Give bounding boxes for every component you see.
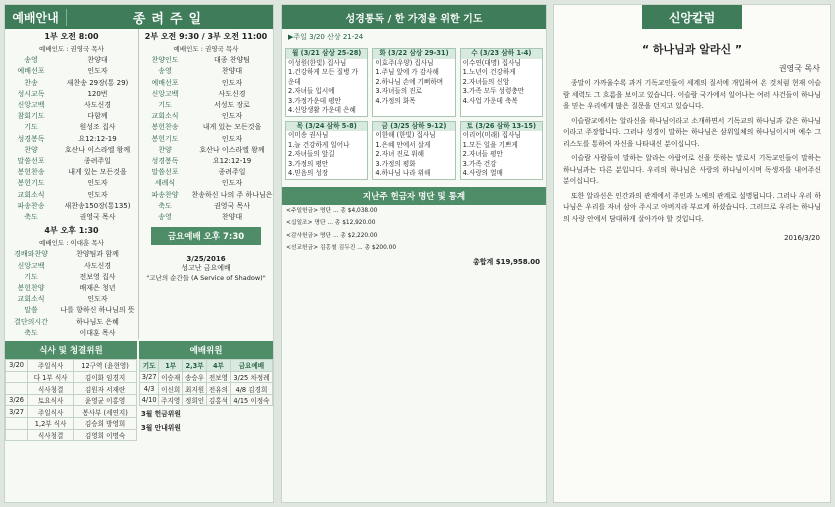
meal-roster-table	[6, 360, 137, 441]
hostess-committee-label: 3월 안내위원	[141, 424, 181, 433]
order-value: 인도자	[221, 112, 243, 121]
order-row	[5, 201, 138, 212]
order-value: 요12:12-19	[78, 134, 117, 143]
table-header-cell: 2,3부	[183, 360, 207, 372]
order-value: 찬양대	[221, 213, 243, 222]
table-row	[6, 383, 137, 395]
order-label: 예배선포	[151, 78, 179, 87]
table-cell: 4/8 김경희	[230, 383, 272, 395]
table-cell: 3/26	[6, 394, 28, 406]
order-value: 다함께	[87, 112, 108, 121]
table-cell	[6, 418, 28, 430]
prayer-item: 2.자녀들의 신앙	[462, 77, 510, 86]
order-row	[139, 66, 273, 77]
table-cell: 윤영균 이홍영	[74, 394, 137, 406]
service-2-order	[139, 55, 273, 223]
order-value: 종려주일	[218, 168, 246, 177]
day-title: 토 (3/26 삼하 13-15)	[461, 122, 542, 132]
column-paragraph: 이슬람 사람들이 말하는 알라는 아랍어로 신을 뜻하는 말로서 기독교인들이 말하는 하나님과는 다른 분입니다. 우리의 하나님은 사랑의 하나님이시며 독생자를 내어주신 분이십니다.	[563, 154, 821, 185]
order-row	[5, 100, 138, 111]
table-cell: 1,2부 식사	[28, 418, 74, 430]
order-row	[5, 78, 138, 89]
order-value: 권영국 목사	[213, 201, 251, 210]
column-date: 2016/3/20	[784, 234, 820, 242]
table-cell: 주일식사	[28, 360, 74, 372]
prayer-item: 이미송 권사님	[288, 131, 329, 139]
order-value: 대종 찬양팀	[213, 56, 251, 65]
order-row	[139, 134, 273, 145]
order-label: 파송찬양	[151, 190, 179, 199]
prayer-item: 4.사랑의 열매	[462, 169, 503, 177]
order-row	[139, 190, 273, 201]
order-value: 인도자	[87, 190, 108, 199]
order-value: 인도자	[221, 134, 243, 143]
table-row	[140, 383, 273, 395]
table-row	[6, 360, 137, 372]
usher-title: 예배위원	[139, 341, 273, 359]
order-row	[5, 317, 138, 328]
order-row	[5, 261, 138, 272]
order-row	[5, 305, 138, 316]
table-cell: 김원자 서재란	[74, 383, 137, 395]
order-label: 경배와찬양	[14, 250, 48, 259]
order-label: 찬양인도	[151, 56, 179, 65]
table-cell	[6, 429, 28, 441]
order-row	[5, 328, 138, 339]
service-1-leader: 예배인도 : 권영국 목사	[39, 45, 104, 53]
friday-theme: "고난의 순간들 (A Service of Shadow)"	[146, 274, 266, 283]
order-value: 인도자	[221, 78, 243, 87]
offering-committee-label: 3월 헌금위원	[141, 410, 181, 419]
table-header-cell: 1부	[159, 360, 183, 372]
order-row	[5, 111, 138, 122]
column-paragraph: 이슬람교에서는 알라신을 하나님이라고 소개하면서 기독교의 하나님과 같은 하나님이라고 주장합니다. 그러나 성경이 말하는 하나님은 삼위일체의 하나님이시며 예수 그리스도를 통하여 자신을 나타내신 분이십니다.	[563, 116, 821, 148]
bible-reading-panel	[281, 4, 547, 503]
order-row	[5, 283, 138, 294]
offering-row: <선교헌금> 김홍철 김두진 ... 총 $200.00	[286, 245, 397, 252]
table-cell: 식사청결	[28, 429, 74, 441]
order-value: 120번	[87, 89, 108, 98]
prayer-item: 이성원(한빛) 집사님	[288, 58, 347, 67]
table-cell: 전보영	[206, 371, 230, 383]
column-tab: 신앙칼럼	[642, 5, 742, 29]
table-cell: 토요식사	[28, 394, 74, 406]
service-2-leader: 예배인도 : 권영국 목사	[173, 45, 239, 53]
table-cell: 4/10	[140, 394, 159, 406]
order-value: 전보영 집사	[79, 272, 116, 281]
friday-date: 3/25/2016	[186, 255, 226, 264]
order-label: 축도	[24, 213, 38, 222]
order-row	[5, 134, 138, 145]
order-row	[139, 122, 273, 133]
friday-service-title: 금요예배 오후 7:30	[151, 227, 261, 245]
order-row	[5, 272, 138, 283]
table-cell: 이승재	[159, 371, 183, 383]
order-value: 인도자	[87, 67, 108, 76]
order-label: 봉헌찬양	[17, 284, 45, 293]
order-row	[5, 249, 138, 260]
table-row	[6, 418, 137, 430]
order-value: 종려주일	[83, 157, 112, 166]
prayer-item: 2.자녀 진로 위해	[375, 150, 425, 158]
table-cell: 12구역 (윤현영)	[74, 360, 137, 372]
prayer-item: 이리어(미래) 집사님	[462, 131, 521, 139]
service-1-order	[5, 55, 138, 223]
day-title: 금 (3/25 삼하 9-12)	[373, 122, 454, 132]
offering-list-title: 지난주 헌금자 명단 및 통계	[282, 187, 546, 205]
prayer-item: 1.늘 건강하게 일어나	[288, 140, 350, 149]
daily-prayer-grid	[282, 45, 546, 183]
order-value: 서성도 장로	[213, 101, 251, 110]
order-label: 찬양	[158, 145, 172, 154]
order-value: 배재은 청년	[79, 284, 116, 293]
order-value: 새찬송150장(통135)	[64, 201, 131, 210]
order-row	[5, 167, 138, 178]
offering-row: <십일조> 명단 ... 총 $12,920.00	[286, 220, 376, 227]
day-title: 월 (3/21 삼상 25-28)	[286, 49, 367, 59]
table-row	[6, 406, 137, 418]
order-label: 봉헌기도	[17, 179, 45, 188]
table-cell: 전유의	[206, 383, 230, 395]
order-value: 사도신경	[83, 101, 112, 110]
order-value: 내게 있는 모든것을	[202, 123, 262, 132]
order-value: 인도자	[87, 295, 108, 304]
service-1-title: 1부 오전 8:00	[44, 32, 99, 41]
order-label: 찬양	[24, 145, 38, 154]
prayer-item: 4.하나님 나라 위해	[375, 169, 431, 177]
order-value: 요12:12-19	[212, 157, 252, 166]
prayer-item: 4.가정의 화목	[375, 96, 416, 105]
order-label: 신앙고백	[151, 89, 179, 98]
order-label: 교회소식	[17, 190, 45, 199]
service-4-title: 4부 오후 1:30	[44, 226, 99, 236]
prayer-item: 1.모든 일을 기쁘게	[462, 140, 518, 149]
order-value: 하나님도 은혜	[76, 317, 119, 326]
order-label: 송영	[24, 56, 38, 65]
prayer-item: 3.자녀들의 진로	[375, 87, 422, 95]
day-card	[372, 121, 455, 180]
order-label: 송영	[158, 67, 172, 76]
day-card	[460, 48, 543, 117]
order-label: 예배선포	[17, 67, 45, 76]
table-row	[6, 371, 137, 383]
prayer-item: 2.자녀들의 앞길	[288, 150, 335, 158]
order-label: 파송찬송	[17, 201, 45, 210]
order-label: 말씀	[24, 306, 38, 315]
order-label: 봉헌기도	[151, 134, 179, 143]
table-cell: 봉사부 (세연지)	[74, 406, 137, 418]
offering-row: <주일헌금> 명단 ... 총 $4,038.00	[286, 207, 378, 214]
worship-guide-panel	[4, 4, 274, 503]
friday-note: 성고난 금요예배	[181, 264, 231, 273]
worship-tab: 예배안내	[5, 9, 67, 26]
order-row	[5, 89, 138, 100]
order-row	[139, 167, 273, 178]
order-label: 기도	[24, 123, 38, 132]
service-2-title: 2부 오전 9:30 / 3부 오전 11:00	[144, 32, 268, 41]
column-author: 권영국 목사	[778, 64, 820, 73]
column-panel	[553, 4, 831, 503]
table-cell: 김홍석	[206, 394, 230, 406]
order-value: 찬양팀과 함께	[76, 250, 119, 259]
order-label: 송영	[158, 213, 172, 222]
day-card	[285, 48, 368, 117]
table-row	[6, 429, 137, 441]
table-row	[6, 394, 137, 406]
order-row	[139, 212, 273, 223]
order-row	[5, 66, 138, 77]
table-header-cell: 기도	[140, 360, 159, 372]
prayer-item: 3.가족 모두 성령충만	[462, 87, 525, 95]
table-row	[140, 394, 273, 406]
prayer-item: 2.자녀들 평안	[462, 150, 503, 158]
table-cell: 정희인	[183, 394, 207, 406]
column-title: “ 하나님과 알라신 ”	[641, 43, 743, 56]
order-label: 봉헌찬송	[17, 168, 45, 177]
table-cell: 김영희 이명숙	[74, 429, 137, 441]
table-cell: 식사청결	[28, 383, 74, 395]
order-row	[139, 156, 273, 167]
offering-row: <감사헌금> 명단 ... 총 $2,220.00	[286, 232, 378, 239]
order-value: 찬송하신 나의 주 하나님은	[191, 190, 273, 199]
usher-table	[140, 371, 273, 406]
table-header-cell: 금요예배	[230, 360, 272, 372]
day-card	[372, 48, 455, 117]
order-label: 봉헌찬송	[151, 123, 179, 132]
table-cell: 3/25 차정례	[230, 371, 272, 383]
order-label: 기도	[24, 272, 38, 281]
order-value: 권영국 목사	[79, 213, 116, 222]
table-cell	[6, 371, 28, 383]
order-row	[139, 89, 273, 100]
order-label: 기도	[158, 101, 172, 110]
meal-roster-title: 식사 및 청결위원	[5, 341, 137, 359]
order-row	[139, 78, 273, 89]
day-card	[460, 121, 543, 180]
offering-list	[282, 205, 546, 255]
prayer-item: 3.가정가운데 평안	[288, 96, 341, 105]
order-label: 말씀선포	[17, 157, 45, 166]
order-row	[5, 178, 138, 189]
order-row	[5, 294, 138, 305]
order-value: 찬양대	[221, 67, 243, 76]
usher-table-head	[140, 360, 273, 372]
table-cell: 4/15 이정숙	[230, 394, 272, 406]
order-value: 인도자	[221, 179, 243, 188]
prayer-item: 1.노년이 건강하게	[462, 68, 516, 76]
order-value: 새찬송 29장(통 29)	[66, 78, 129, 87]
column-paragraph: 또한 알라신은 인간과의 관계에서 주인과 노예의 관계로 설명됩니다. 그러나 우리 하나님은 우리를 자녀 삼아 주시고 아버지라 부르게 하셨습니다. 그러므로 우리는 하나님의 사랑 안에서 담대하게 살아가야 할 것입니다.	[563, 191, 821, 223]
prayer-item: 4.믿음의 성장	[288, 169, 329, 177]
table-cell: 송승우	[183, 371, 207, 383]
order-row	[139, 178, 273, 189]
table-cell: 주일식사	[28, 406, 74, 418]
order-row	[139, 145, 273, 156]
order-label: 세례식	[154, 179, 176, 188]
order-value: 사도신경	[218, 89, 246, 98]
prayer-item: 이효주(우양) 집사님	[375, 58, 434, 67]
day-title: 수 (3/23 삼하 1-4)	[461, 49, 542, 59]
table-cell: 다 1부 식사	[28, 371, 74, 383]
prayer-item: 4.사업 가운데 축복	[462, 96, 518, 105]
table-cell: 주지영	[159, 394, 183, 406]
order-row	[139, 100, 273, 111]
order-label: 교회소식	[151, 112, 179, 121]
order-value: 호산나 이스라엘 왕께	[199, 145, 265, 154]
table-cell: 3/27	[6, 406, 28, 418]
service-4-leader: 예배인도 : 이대훈 목사	[39, 239, 104, 248]
order-label: 말씀선포	[151, 168, 179, 177]
order-label: 교회소식	[17, 295, 45, 304]
order-label: 성경봉독	[151, 157, 179, 166]
order-row	[5, 212, 138, 223]
prayer-item: 3.가정의 평안	[288, 159, 329, 168]
table-cell: 3/20	[6, 360, 28, 372]
day-title: 목 (3/24 삼하 5-8)	[286, 122, 367, 132]
order-value: 원성조 집사	[79, 123, 116, 132]
order-label: 축도	[24, 328, 38, 337]
order-row	[5, 145, 138, 156]
prayer-item: 4.신앙생활 가운데 은혜	[288, 106, 356, 114]
prayer-item: 3.가족 건강	[462, 159, 497, 168]
order-value: 사도신경	[83, 261, 112, 270]
table-cell: 4/3	[140, 383, 159, 395]
order-label: 결단의시간	[14, 317, 48, 326]
table-cell: 최지원	[183, 383, 207, 395]
table-cell	[6, 383, 28, 395]
order-value: 인도자	[87, 179, 108, 188]
prayer-item: 1.건강하게 모든 질병 가 운데	[288, 68, 358, 86]
prayer-item: 이수연(대명) 집사님	[462, 58, 521, 67]
order-row	[139, 55, 273, 66]
prayer-item: 1.주님 앞에 가 감사해	[375, 68, 439, 76]
order-row	[139, 111, 273, 122]
table-row	[140, 371, 273, 383]
order-label: 찬송	[24, 78, 38, 87]
order-label: 축도	[158, 201, 172, 210]
bible-reading-title: 성경통독 / 한 가정을 위한 기도	[282, 5, 546, 29]
column-body	[554, 78, 830, 225]
order-label: 신앙고백	[17, 101, 45, 110]
order-row	[139, 201, 273, 212]
table-header-cell: 4부	[206, 360, 230, 372]
table-cell: 3/27	[140, 371, 159, 383]
prayer-item: 2.자녀들 입시에	[288, 87, 335, 95]
table-cell: 이신희	[159, 383, 183, 395]
offering-total: 총합계 $19,958.00	[472, 257, 540, 266]
week-reading: ▶주일 3/20 산상 21-24	[288, 33, 364, 41]
table-cell: 김승희 방영희	[74, 418, 137, 430]
order-row	[5, 55, 138, 66]
order-row	[5, 190, 138, 201]
worship-header	[5, 5, 273, 29]
order-label: 성경봉독	[17, 134, 45, 143]
service-4-order	[5, 249, 138, 339]
worship-title: 종려주일	[132, 11, 208, 27]
order-label: 성시교독	[17, 89, 45, 98]
order-value: 내게 있는 모든것을	[68, 168, 127, 177]
order-value: 찬양대	[87, 56, 108, 65]
day-card	[285, 121, 368, 180]
order-value: 나를 향하신 하나님의 뜻	[60, 306, 135, 315]
order-label: 신앙고백	[17, 261, 45, 270]
prayer-item: 2.하나님 손에 기뻐하며	[375, 77, 444, 86]
prayer-item: 3.가정의 평화	[375, 159, 416, 168]
table-cell: 김이화 임경지	[74, 371, 137, 383]
prayer-item: 이한해 (한빛) 집사님	[375, 131, 436, 139]
column-paragraph: 종말이 가까울수록 과거 기독교인들이 세계의 질서에 개입하여 온 것처럼 현재 이슬람 세력도 그 흐름을 보이고 있습니다. 이슬람 국가에서 일어나는 여러 사건들이 하나님을 믿는 우리에게 많은 질문을 던지고 있습니다.	[563, 79, 821, 110]
order-row	[5, 122, 138, 133]
prayer-item: 1.은혜 안에서 살게	[375, 140, 431, 149]
order-label: 참회기도	[17, 112, 45, 121]
order-value: 이대훈 목사	[79, 328, 116, 337]
order-value: 호산나 이스라엘 왕께	[64, 145, 131, 154]
day-title: 화 (3/22 삼상 29-31)	[373, 49, 454, 59]
order-row	[5, 156, 138, 167]
